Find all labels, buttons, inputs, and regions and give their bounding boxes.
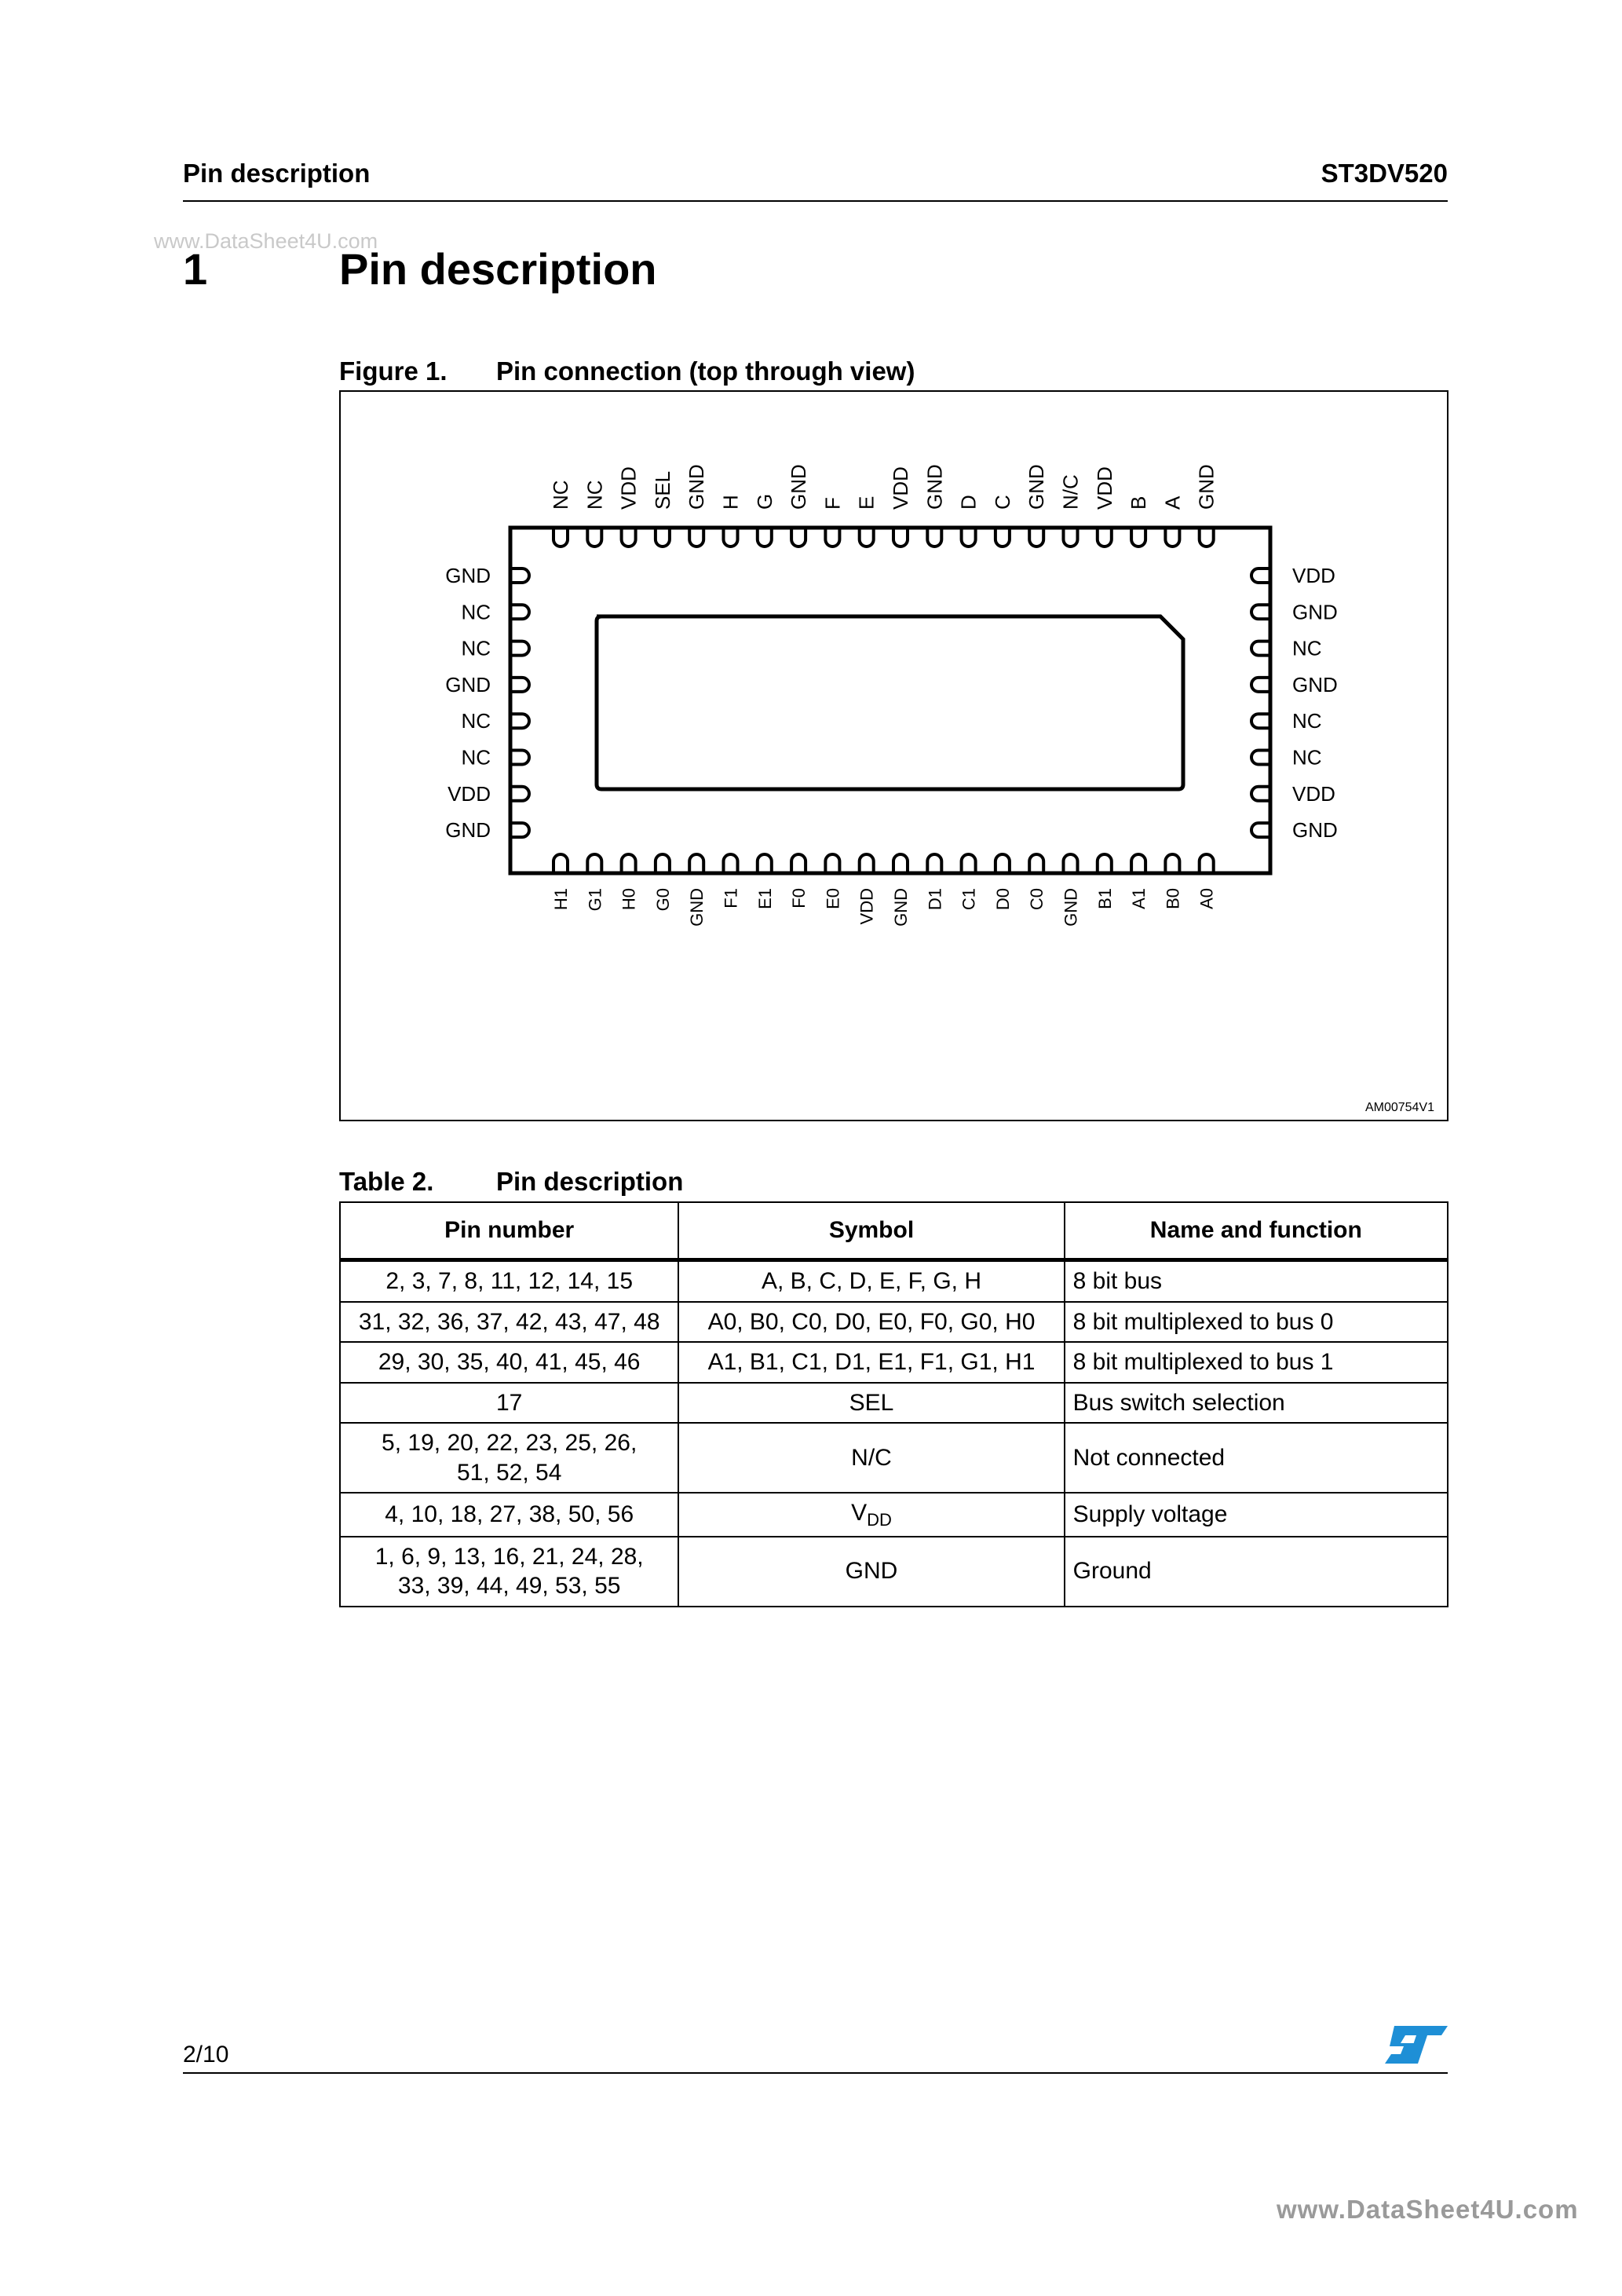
st-logo — [1383, 2023, 1449, 2071]
figure-code: AM00754V1 — [1364, 1101, 1434, 1114]
watermark-bottom: www.DataSheet4U.com — [1277, 2195, 1579, 2224]
function-cell: Not connected — [1065, 1423, 1448, 1493]
left-pin-label: GND — [445, 564, 491, 587]
top-pin-label: D — [956, 495, 981, 510]
top-pin — [893, 528, 908, 547]
right-pin — [1251, 751, 1270, 765]
top-pin — [825, 528, 839, 547]
bottom-pin — [860, 854, 874, 873]
right-pin — [1251, 678, 1270, 692]
bottom-pin-label: D0 — [992, 888, 1013, 911]
top-pin-label: E — [854, 495, 879, 510]
top-pin — [1200, 528, 1214, 547]
top-pin — [860, 528, 874, 547]
table-row — [340, 1302, 1448, 1343]
header-pin-number: Pin number — [340, 1202, 678, 1260]
st-logo-icon — [1383, 2023, 1449, 2067]
section-title: Pin description — [339, 244, 657, 294]
header-rule — [183, 200, 1448, 202]
figure-label: Figure 1. — [339, 356, 448, 386]
function-cell: Supply voltage — [1065, 1493, 1448, 1537]
top-pin-label: G — [752, 493, 776, 510]
top-pin — [995, 528, 1010, 547]
header-left-title: Pin description — [183, 159, 371, 188]
top-pin — [791, 528, 806, 547]
die-outline — [597, 616, 1183, 789]
pin-number-cell: 29, 30, 35, 40, 41, 45, 46 — [340, 1342, 678, 1383]
top-pin-label: B — [1127, 495, 1151, 510]
pin-description-table — [339, 1201, 1448, 1607]
bottom-pin-label: A0 — [1196, 888, 1217, 909]
top-pin-label: GND — [922, 464, 947, 510]
right-pin-label: GND — [1292, 818, 1338, 843]
left-pin — [510, 714, 529, 728]
right-pin-label: NC — [1292, 709, 1322, 733]
page-number: 2/10 — [183, 2042, 229, 2067]
bottom-pin-label: H1 — [551, 888, 571, 911]
function-cell: Bus switch selection — [1065, 1383, 1448, 1424]
bottom-pin-label: GND — [891, 888, 911, 927]
top-pin-label: H — [718, 495, 743, 510]
top-pin-label: VDD — [889, 466, 912, 510]
function-cell: 8 bit multiplexed to bus 0 — [1065, 1302, 1448, 1343]
left-pin — [510, 787, 529, 801]
top-pin-label: NC — [583, 480, 607, 510]
top-pin — [587, 528, 601, 547]
bottom-pin-label: F1 — [721, 888, 741, 909]
table-row — [340, 1493, 1448, 1537]
top-pin — [758, 528, 772, 547]
left-pin — [510, 605, 529, 619]
bottom-pin-label: C0 — [1027, 888, 1047, 911]
top-pin — [689, 528, 703, 547]
table-row — [340, 1260, 1448, 1302]
top-pin-label: VDD — [1092, 466, 1116, 510]
footer-rule — [183, 2072, 1448, 2074]
right-pin — [1251, 823, 1270, 837]
pin-connection-figure — [339, 390, 1448, 1121]
bottom-pin — [689, 854, 703, 873]
pin-number-cell: 5, 19, 20, 22, 23, 25, 26, 51, 52, 54 — [340, 1423, 678, 1493]
right-pin-label: GND — [1292, 672, 1338, 696]
top-pin — [1131, 528, 1145, 547]
left-pin-label: NC — [461, 600, 491, 624]
top-pin — [1165, 528, 1179, 547]
left-pin — [510, 823, 529, 837]
bottom-pin-label: F0 — [789, 888, 809, 909]
bottom-pin-label: C1 — [959, 888, 979, 911]
pin-number-cell: 1, 6, 9, 13, 16, 21, 24, 28, 33, 39, 44, 49, 53, 55 — [340, 1537, 678, 1607]
figure-title: Pin connection (top through view) — [496, 356, 915, 386]
bottom-pin — [1200, 854, 1214, 873]
table-row — [340, 1383, 1448, 1424]
symbol-subscript: DD — [867, 1510, 892, 1530]
table-row — [340, 1423, 1448, 1493]
symbol-cell: A1, B1, C1, D1, E1, F1, G1, H1 — [678, 1342, 1064, 1383]
bottom-pin-label: E0 — [823, 888, 843, 909]
top-pin — [927, 528, 941, 547]
bottom-pin — [553, 854, 568, 873]
bottom-pin — [791, 854, 806, 873]
symbol-main: V — [851, 1500, 868, 1526]
left-pin — [510, 678, 529, 692]
bottom-pin-label: G1 — [585, 888, 605, 912]
bottom-pin — [927, 854, 941, 873]
bottom-pin — [825, 854, 839, 873]
symbol-cell — [678, 1493, 1064, 1537]
top-pin — [553, 528, 568, 547]
function-cell: 8 bit bus — [1065, 1260, 1448, 1302]
bottom-pin-label: VDD — [857, 888, 877, 925]
table-row — [340, 1342, 1448, 1383]
bottom-pin-label: A1 — [1129, 888, 1149, 909]
top-pin-label: N/C — [1058, 474, 1083, 510]
right-pin-label: VDD — [1292, 564, 1335, 587]
left-pin-label: GND — [445, 672, 491, 696]
function-cell: 8 bit multiplexed to bus 1 — [1065, 1342, 1448, 1383]
left-pin-label: GND — [445, 818, 491, 843]
top-pin-label: GND — [1025, 464, 1049, 510]
top-pin-label: GND — [1194, 464, 1218, 510]
left-pin — [510, 751, 529, 765]
right-pin — [1251, 642, 1270, 656]
top-pin — [622, 528, 636, 547]
table-header-row — [340, 1202, 1448, 1260]
bottom-pin-label: GND — [1061, 888, 1081, 927]
right-pin-label: NC — [1292, 636, 1322, 660]
bottom-pin-label: H0 — [619, 888, 639, 911]
top-pin — [962, 528, 976, 547]
pin-number-cell: 17 — [340, 1383, 678, 1424]
bottom-pin-label: D1 — [925, 888, 945, 911]
right-pin-label: NC — [1292, 745, 1322, 770]
bottom-pin — [587, 854, 601, 873]
table-title: Pin description — [496, 1167, 684, 1196]
top-pin-label: F — [820, 497, 845, 510]
bottom-pin — [656, 854, 670, 873]
right-pin-label: GND — [1292, 600, 1338, 624]
bottom-pin-label: E1 — [754, 888, 775, 909]
symbol-cell: A, B, C, D, E, F, G, H — [678, 1260, 1064, 1302]
bottom-pin — [1029, 854, 1043, 873]
function-cell: Ground — [1065, 1537, 1448, 1607]
left-pin — [510, 642, 529, 656]
top-pin — [1029, 528, 1043, 547]
symbol-cell: GND — [678, 1537, 1064, 1607]
bottom-pin — [1165, 854, 1179, 873]
top-pin-label: C — [990, 495, 1014, 510]
top-pin-label: GND — [685, 464, 709, 510]
right-pin — [1251, 569, 1270, 583]
top-pin-label: A — [1160, 495, 1185, 510]
left-pin-label: NC — [461, 636, 491, 660]
pin-number-cell: 4, 10, 18, 27, 38, 50, 56 — [340, 1493, 678, 1537]
left-pin-label: NC — [461, 745, 491, 770]
bottom-pin-label: GND — [687, 888, 707, 927]
table-row — [340, 1537, 1448, 1607]
bottom-pin — [1064, 854, 1078, 873]
top-pin-label: NC — [549, 480, 572, 510]
table-label: Table 2. — [339, 1167, 434, 1196]
bottom-pin — [758, 854, 772, 873]
right-pin — [1251, 714, 1270, 728]
bottom-pin — [893, 854, 908, 873]
pin-number-cell: 2, 3, 7, 8, 11, 12, 14, 15 — [340, 1260, 678, 1302]
section-number: 1 — [183, 244, 208, 294]
bottom-pin-label: B1 — [1094, 888, 1115, 909]
top-pin — [724, 528, 738, 547]
top-pin-label: SEL — [650, 470, 674, 510]
pin-number-cell: 31, 32, 36, 37, 42, 43, 47, 48 — [340, 1302, 678, 1343]
right-pin-label: VDD — [1292, 781, 1335, 806]
watermark-top: www.DataSheet4U.com — [154, 229, 378, 253]
bottom-pin — [962, 854, 976, 873]
left-pin-label: VDD — [448, 781, 491, 806]
top-pin — [656, 528, 670, 547]
top-pin-label: VDD — [616, 466, 641, 510]
bottom-pin — [995, 854, 1010, 873]
bottom-pin-label: B0 — [1163, 888, 1183, 909]
header-symbol: Symbol — [678, 1202, 1064, 1260]
bottom-pin — [1098, 854, 1112, 873]
bottom-pin — [622, 854, 636, 873]
bottom-pin — [724, 854, 738, 873]
top-pin — [1098, 528, 1112, 547]
top-pin-label: GND — [787, 464, 811, 510]
left-pin-label: NC — [461, 709, 491, 733]
bottom-pin — [1131, 854, 1145, 873]
top-pin — [1064, 528, 1078, 547]
header-name-function: Name and function — [1065, 1202, 1448, 1260]
header-right-part-number: ST3DV520 — [1321, 159, 1448, 188]
right-pin — [1251, 605, 1270, 619]
symbol-cell: A0, B0, C0, D0, E0, F0, G0, H0 — [678, 1302, 1064, 1343]
package-outline — [510, 528, 1270, 873]
left-pin — [510, 569, 529, 583]
pin-diagram — [341, 392, 1447, 1120]
symbol-cell: SEL — [678, 1383, 1064, 1424]
right-pin — [1251, 787, 1270, 801]
symbol-cell: N/C — [678, 1423, 1064, 1493]
bottom-pin-label: G0 — [652, 888, 673, 912]
